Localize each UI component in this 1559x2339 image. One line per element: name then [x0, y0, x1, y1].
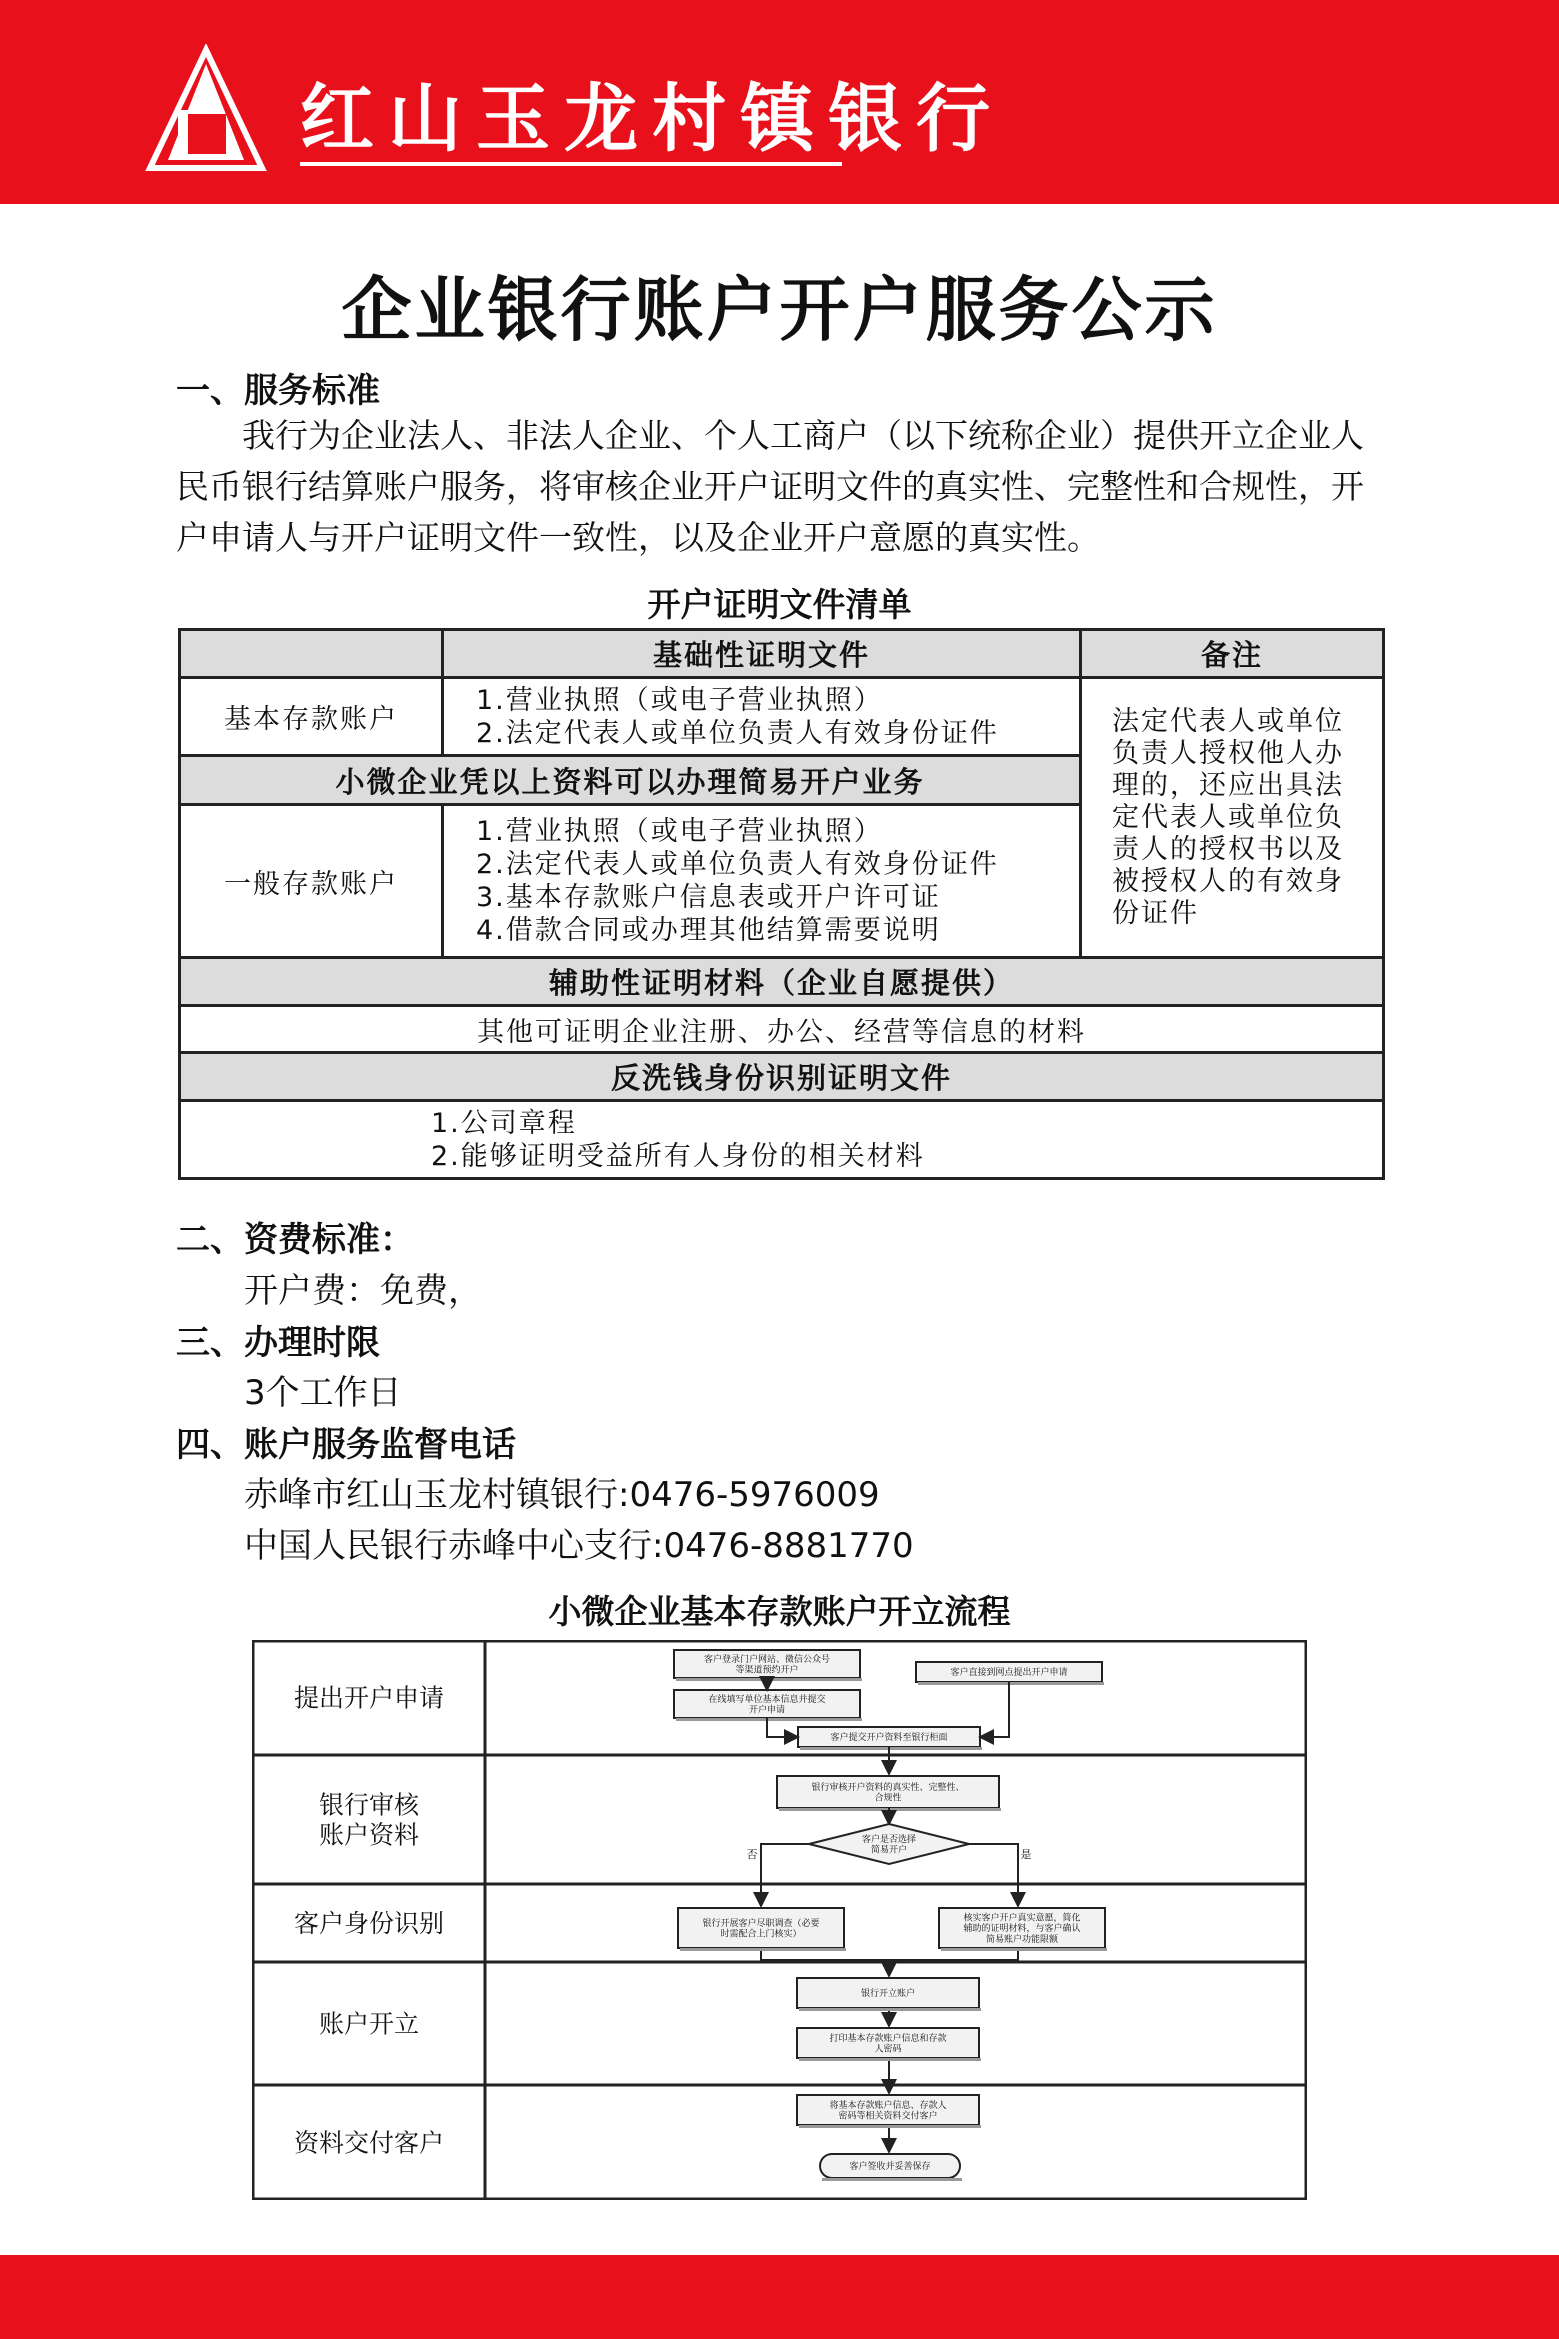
general-account-label: 一般存款账户 [180, 805, 443, 958]
flow-box-text: 银行开展客户尽职调查（必要时需配合上门核实） [702, 1918, 820, 1940]
aux-text: 其他可证明企业注册、办公、经营等信息的材料 [180, 1006, 1384, 1053]
list-item: 4.借款合同或办理其他结算需要说明 [476, 915, 941, 946]
phone-line-1: 赤峰市红山玉龙村镇银行:0476-5976009 [244, 1475, 880, 1515]
general-account-items [443, 805, 1081, 958]
list-item: 2.法定代表人或单位负责人有效身份证件 [476, 717, 999, 749]
flow-box-shadow [676, 1678, 862, 1681]
flow-box-shadow [941, 1948, 1107, 1951]
header-note: 备注 [1081, 630, 1384, 678]
bank-name: 红山玉龙村镇银行 [300, 76, 1004, 162]
flow-box-shadow [799, 2125, 981, 2128]
list-item: 2.能够证明受益所有人身份的相关材料 [431, 1140, 925, 1172]
flow-box-text: 核实客户开户真实意愿，简化辅助的证明材料，与客户确认简易账户功能限额 [963, 1913, 1081, 1945]
flow-box-shadow [822, 2178, 962, 2181]
list-item: 1.营业执照（或电子营业执照） [476, 684, 883, 716]
basic-account-label: 基本存款账户 [180, 678, 443, 756]
flow-title: 小微企业基本存款账户开立流程 [548, 1592, 1011, 1631]
flow-decision-text: 客户是否选择简易开户 [861, 1834, 917, 1856]
flow-box-shadow [676, 1718, 862, 1721]
documents-table [178, 628, 1385, 1180]
note-cell: 法定代表人或单位负责人授权他人办理的，还应出具法定代表人或单位负责人的授权书以及被授权人的有效身份证件 [1081, 678, 1384, 958]
page-title: 企业银行账户开户服务公示 [341, 269, 1218, 351]
flow-box-text: 银行审核开户资料的真实性、完整性、合规性 [811, 1782, 965, 1804]
flow-box-text: 客户提交开户资料至银行柜面 [830, 1733, 948, 1744]
section1-text: 我行为企业法人、非法人企业、个人工商户（以下统称企业）提供开立企业人民币银行结算账户服务，将审核企业开户证明文件的真实性、完整性和合规性，开户申请人与开户证明文件一致性，以及企业开户意愿的真实性。 [176, 416, 1364, 557]
flow-stage-label: 资料交付客户 [293, 2128, 445, 2158]
flow-yes-label: 是 [1020, 1847, 1032, 1861]
flow-stage-label: 提出开户申请 [293, 1683, 445, 1713]
section2-text: 开户费：免费， [244, 1271, 482, 1311]
section1-heading: 一、服务标准 [176, 371, 380, 411]
section1-paragraph [176, 410, 1386, 563]
flow-box-text: 在线填写单位基本信息并提交开户申请 [708, 1694, 826, 1716]
flow-stage-label: 账户开立 [318, 2009, 420, 2039]
header-basic-docs: 基础性证明文件 [443, 630, 1081, 678]
header-banner [0, 0, 1559, 204]
list-item: 3.基本存款账户信息表或开户许可证 [476, 882, 941, 913]
flow-no-label: 否 [746, 1847, 758, 1861]
list-item: 1.营业执照（或电子营业执照） [476, 816, 883, 847]
flow-box-text: 客户登录门户网站、微信公众号等渠道预约开户 [703, 1654, 831, 1676]
phone-line-2: 中国人民银行赤峰中心支行:0476-8881770 [244, 1526, 914, 1566]
flowchart [252, 1640, 1307, 2200]
flow-box-shadow [800, 1747, 982, 1750]
docs-table-caption: 开户证明文件清单 [647, 585, 912, 624]
section2-heading: 二、资费标准： [176, 1220, 414, 1260]
section3-text: 3个工作日 [244, 1373, 402, 1413]
flow-box-text: 将基本存款账户信息、存款人密码等相关资料交付客户 [829, 2100, 947, 2122]
flow-box-text: 银行开立账户 [860, 1989, 916, 2000]
simplified-opening-row: 小微企业凭以上资料可以办理简易开户业务 [180, 756, 1081, 805]
flow-stage-label: 客户身份识别 [293, 1908, 445, 1938]
list-item: 2.法定代表人或单位负责人有效身份证件 [476, 849, 999, 880]
section3-heading: 三、办理时限 [176, 1323, 380, 1363]
flow-stage-label: 银行审核账户资料 [318, 1790, 420, 1850]
aml-heading: 反洗钱身份识别证明文件 [180, 1053, 1384, 1101]
flow-box-shadow [799, 2058, 981, 2061]
basic-account-items [443, 678, 1081, 756]
flow-box-text: 客户直接到网点提出开户申请 [950, 1668, 1068, 1679]
aux-heading: 辅助性证明材料（企业自愿提供） [180, 958, 1384, 1006]
flow-box-text: 客户签收并妥善保存 [849, 2162, 931, 2173]
list-item: 1.公司章程 [431, 1107, 577, 1139]
flow-box-shadow [799, 2008, 981, 2011]
footer-banner [0, 2255, 1559, 2339]
flow-box-text: 打印基本存款账户信息和存款人密码 [829, 2033, 947, 2055]
flow-box-shadow [680, 1948, 846, 1951]
header-empty-cell [180, 630, 443, 678]
aml-items [180, 1101, 1384, 1179]
flow-box-shadow [918, 1682, 1104, 1685]
section4-heading: 四、账户服务监督电话 [176, 1425, 516, 1465]
